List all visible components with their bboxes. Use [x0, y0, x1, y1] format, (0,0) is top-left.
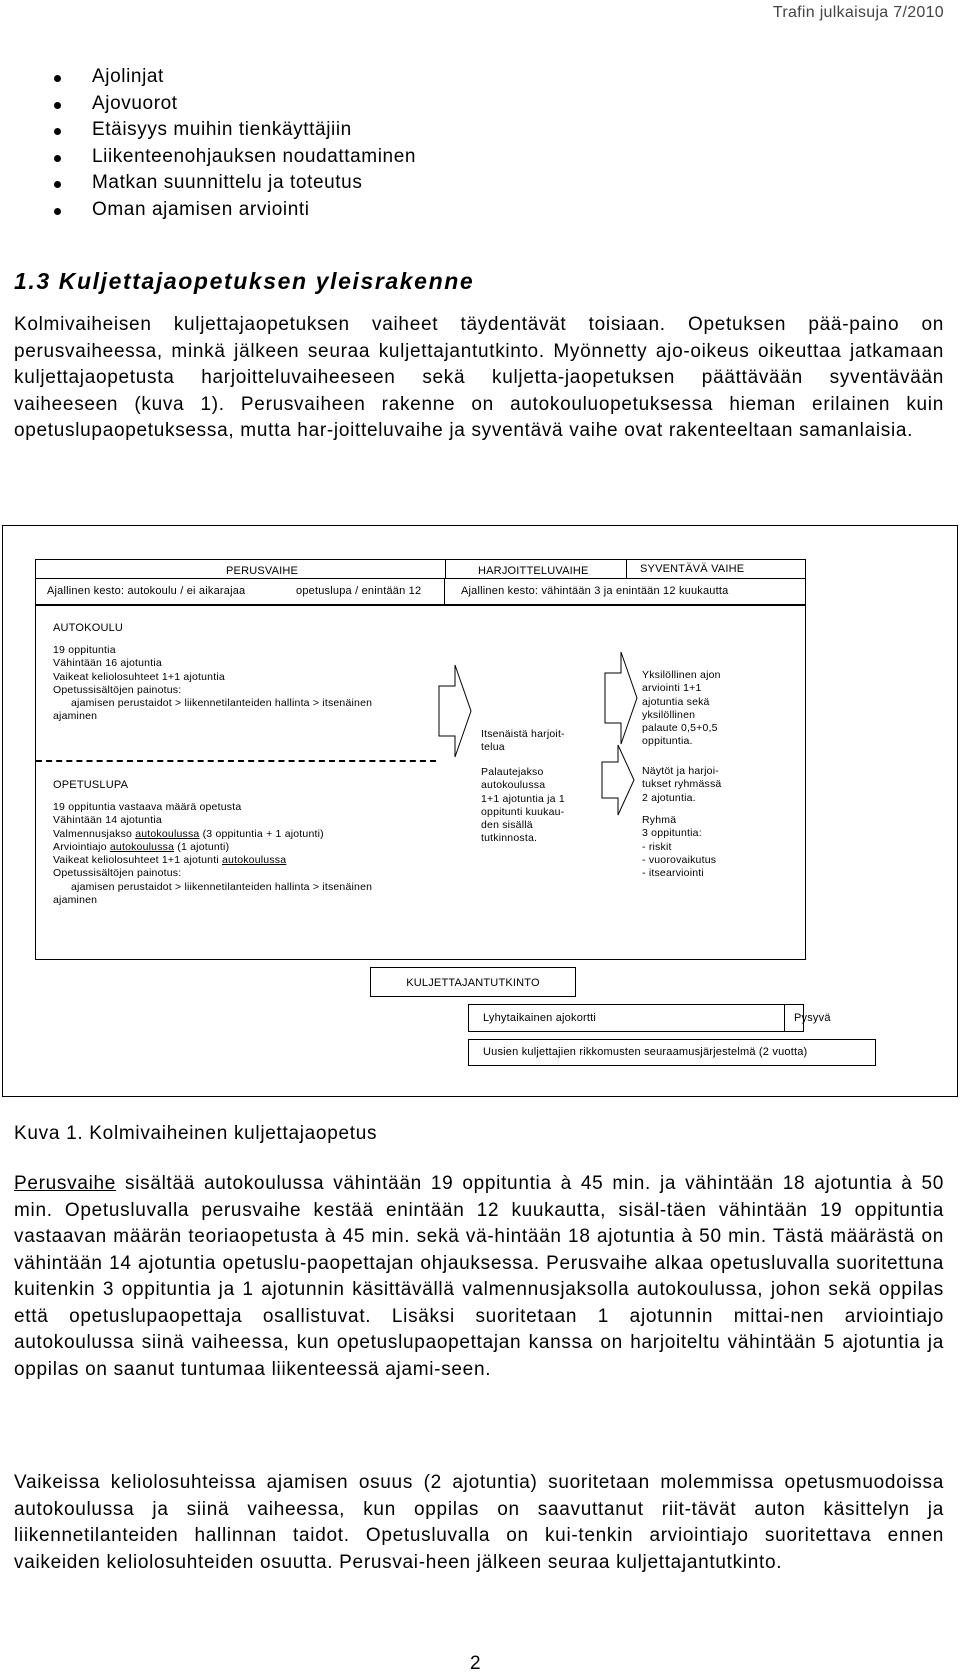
bullet-item: Etäisyys muihin tienkäyttäjiin [52, 117, 416, 144]
publication-header: Trafin julkaisuja 7/2010 [772, 4, 944, 21]
detail-line: yksilöllinen [642, 708, 696, 721]
phase-advanced-label: SYVENTÄVÄ VAIHE [640, 563, 745, 575]
paragraph-lead-term: Perusvaihe [14, 1173, 117, 1194]
detail-line: oppitunti kuukau- [481, 805, 565, 818]
demerit-system-label: Uusien kuljettajien rikkomusten seuraamusjärjestelmä (2 vuotta) [483, 1046, 808, 1058]
body-paragraph-basic-phase [14, 1171, 944, 1383]
detail-line: ajamisen perustaidot > liikennetilanteiden hallinta > itsenäinen [71, 697, 373, 710]
detail-line [53, 854, 473, 867]
advanced-individual-assessment [642, 669, 802, 749]
permanent-licence-label: Pysyvä [794, 1012, 831, 1024]
driving-exam-label: KULJETTAJANTUTKINTO [406, 977, 540, 989]
driving-school-details [53, 644, 473, 724]
text-part: Vaikeat keliolosuhteet 1+1 ajotunti [53, 854, 222, 867]
divider [445, 559, 446, 578]
page-number: 2 [470, 1653, 481, 1674]
licence-box [468, 1004, 831, 1032]
detail-line: Vähintään 14 ajotuntia [53, 814, 162, 827]
divider [626, 559, 627, 578]
divider [784, 1004, 785, 1032]
bullet-item: Oman ajamisen arviointi [52, 197, 416, 224]
permit-details [53, 801, 473, 907]
paragraph-text: sisältää autokoulussa vähintään 19 oppituntia à 45 min. ja vähintään 18 ajotuntia à 50 min. Opetusluvalla perusvaihe kestää enintään 12 kuukautta, sisäl-täen vähintään 19 oppituntia vastaavan määrän teoriaopetusta à 45 min. sekä vä-hintään 18 ajotuntia à 50 min. Tästä määrästä on vähintään 14 ajotuntia opetuslu-paopettajan ohjauksessa. Perusvaihe alkaa opetusluvalla suoritettuna kuitenkin 3 oppituntia ja 1 ajotunnin käsittävällä valmennusjaksolla autokoulussa, johon sekä oppilas että opetuslupaopettaja osallistuvat. Lisäksi suoritetaan 1 ajotunnin mittai-nen arviointiajo autokoulussa siinä vaiheessa, kun opetuslupaopettajan kanssa on harjoiteltu vähintään 5 ajotuntia ja oppilas on saanut tuntumaa liikenteessä ajami-seen. [14, 1173, 944, 1380]
phase-header-row [35, 559, 806, 578]
detail-line: palaute 0,5+0,5 [642, 722, 718, 735]
duration-basic-box [35, 578, 445, 605]
bullet-item: Matkan suunnittelu ja toteutus [52, 170, 416, 197]
body-paragraph-difficult-conditions: Vaikeissa keliolosuhteissa ajamisen osuus (2 ajotuntia) suoritetaan molemmissa opetusmuodoissa autokoulussa ja siinä vaiheessa, kun oppilas on saavuttanut riit-tävät auton käsittelyn ja liikennetilanteiden hallinnan taidot. Opetusluvalla on kui-tenkin arviointiajo suoritettava ennen vaikeiden keliolosuhteiden osuutta. Perusvai-heen jälkeen seuraa kuljettajantutkinto. [14, 1472, 944, 1573]
detail-line: autokoulussa [481, 779, 546, 792]
detail-line: tutkinnosta. [481, 832, 538, 845]
dashed-separator [36, 760, 436, 762]
bullet-item: Ajovuorot [52, 91, 416, 118]
detail-line: oppituntia. [642, 735, 693, 748]
phase-basic-label: PERUSVAIHE [226, 565, 299, 577]
detail-line: 3 oppituntia: [642, 827, 702, 840]
detail-line [53, 841, 473, 854]
bullet-item: Liikenteenohjauksen noudattaminen [52, 144, 416, 171]
practice-feedback [481, 766, 621, 846]
advanced-group-demos [642, 765, 802, 805]
section-heading: 1.3 Kuljettajaopetuksen yleisrakenne [14, 268, 475, 294]
underlined-word: autokoulussa [135, 827, 200, 840]
detail-line: Opetussisältöjen painotus: [53, 867, 182, 880]
temporary-licence-label: Lyhytaikainen ajokortti [483, 1012, 597, 1024]
detail-line: den sisällä [481, 819, 533, 832]
arrow-right-icon [604, 651, 638, 745]
arrow-right-icon [438, 664, 472, 758]
underlined-word: autokoulussa [222, 854, 287, 867]
duration-later-box [444, 578, 806, 605]
detail-line: Vähintään 16 ajotuntia [53, 657, 162, 670]
detail-line: 19 oppituntia vastaava määrä opetusta [53, 801, 242, 813]
arrow-right-icon [601, 744, 635, 816]
detail-line: - vuorovaikutus [642, 853, 717, 866]
detail-line: Näytöt ja harjoi- [642, 765, 719, 777]
practice-independent [481, 728, 621, 755]
figure-caption: Kuva 1. Kolmivaiheinen kuljettajaopetus [14, 1123, 378, 1144]
duration-permit: opetuslupa / enintään 12 [296, 585, 422, 597]
detail-line: arviointi 1+1 [642, 682, 702, 695]
detail-line: 2 ajotuntia. [642, 791, 696, 804]
text-part: Valmennusjakso [53, 827, 136, 840]
detail-line: ajamisen perustaidot > liikennetilanteiden hallinta > itsenäinen [71, 880, 373, 893]
bullet-item: Ajolinjat [52, 64, 416, 91]
detail-line: Yksilöllinen ajon [642, 669, 721, 681]
detail-line: Ryhmä [642, 814, 677, 826]
detail-line: - itsearviointi [642, 867, 704, 880]
detail-line: ajaminen [53, 894, 98, 907]
text-part: (1 ajotunti) [174, 840, 230, 853]
detail-line: - riskit [642, 840, 672, 853]
detail-line: Opetussisältöjen painotus: [53, 683, 182, 696]
detail-line: ajotuntia sekä [642, 695, 710, 708]
topic-bullet-list [52, 64, 416, 223]
detail-line: Palautejakso [481, 766, 544, 778]
permit-title: OPETUSLUPA [53, 779, 129, 791]
text-part: (3 oppituntia + 1 ajotunti) [199, 827, 324, 840]
driving-exam-box [370, 967, 576, 997]
driving-school-title: AUTOKOULU [53, 622, 124, 634]
advanced-group-lessons [642, 814, 802, 880]
duration-driving-school: Ajallinen kesto: autokoulu / ei aikarajaa [47, 585, 246, 597]
detail-line: Vaikeat keliolosuhteet 1+1 ajotuntia [53, 670, 225, 683]
phases-main-box [35, 605, 806, 960]
duration-later-text: Ajallinen kesto: vähintään 3 ja enintään 12 kuukautta [461, 585, 729, 597]
detail-line: telua [481, 741, 505, 754]
demerit-system-box [468, 1039, 876, 1066]
figure-driver-training-structure [2, 525, 958, 1097]
text-part: Arviointiajo [53, 840, 110, 853]
underlined-word: autokoulussa [109, 840, 175, 853]
phase-practice-label: HARJOITTELUVAIHE [478, 565, 589, 577]
intro-paragraph: Kolmivaiheisen kuljettajaopetuksen vaiheet täydentävät toisiaan. Opetuksen pää-paino on perusvaiheessa, minkä jälkeen seuraa kuljettajantutkinto. Myönnetty ajo-oikeus oikeuttaa jatkamaan kuljettajaopetusta harjoitteluvaiheeseen sekä kuljetta-jaopetuksen päättävään syventävään vaiheeseen (kuva 1). Perusvaiheen rakenne on autokouluopetuksessa hieman erilainen kuin opetuslupaopetuksessa, mutta har-joitteluvaihe ja syventävä vaihe ovat rakenteeltaan samanlaisia. [14, 314, 944, 441]
detail-line: 1+1 ajotuntia ja 1 [481, 792, 565, 805]
detail-line: ajaminen [53, 710, 98, 723]
detail-line: 19 oppituntia [53, 644, 116, 656]
detail-line: tukset ryhmässä [642, 778, 722, 791]
detail-line: Itsenäistä harjoit- [481, 728, 565, 740]
detail-line [53, 828, 473, 841]
